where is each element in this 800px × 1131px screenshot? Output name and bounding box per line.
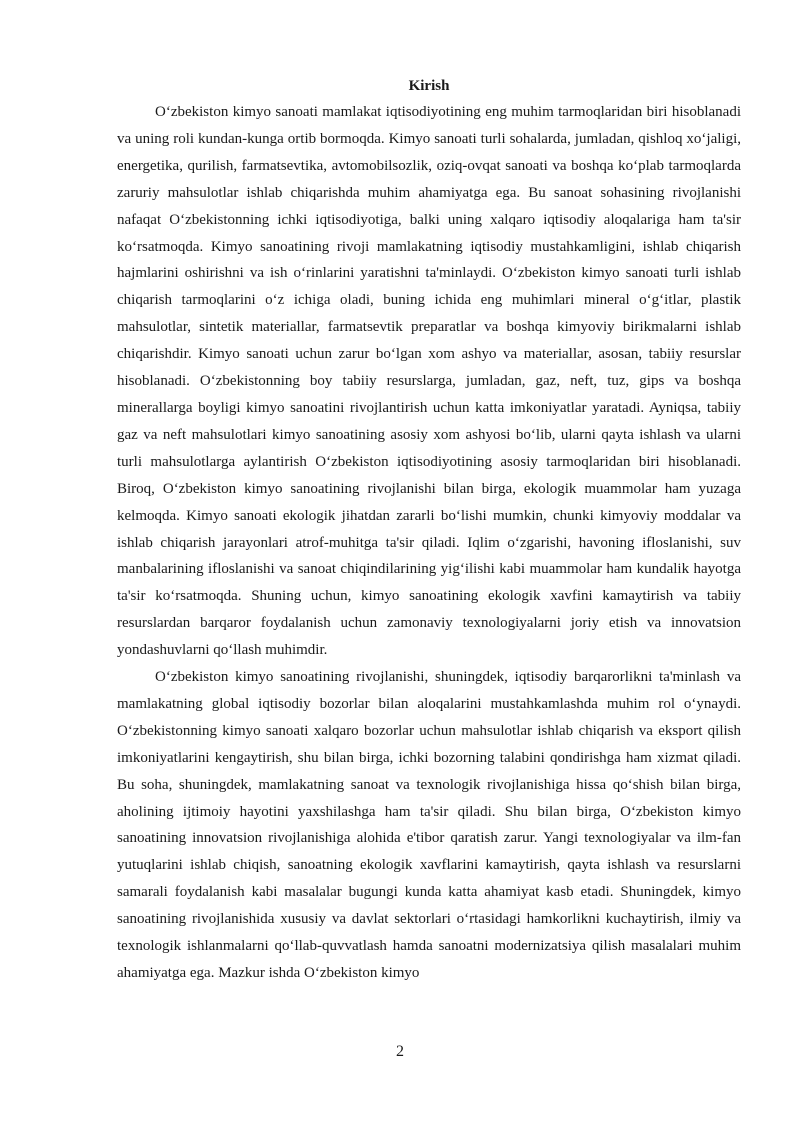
paragraph: O‘zbekiston kimyo sanoati mamlakat iqtisodiyotining eng muhim tarmoqlaridan biri hisoblanadi va uning roli kundan-kunga ortib bormoqda. Kimyo sanoati turli sohalarda, jumladan, qishloq xo‘jaligi, energetika, qurilish, farmatsevtika, avtomobilsozlik, oziq-ovqat sanoati va boshqa ko‘plab tarmoqlarda zaruriy mahsulotlar ishlab chiqarishda muhim ahamiyatga ega. Bu sanoat sohasining rivojlanishi nafaqat O‘zbekistonning ichki iqtisodiyotiga, balki uning xalqaro iqtisodiy aloqalariga ham ta'sir ko‘rsatmoqda. Kimyo sanoatining rivoji mamlakatning iqtisodiy mustahkamligini, ishlab chiqarish hajmlarini oshirishni va ish o‘rinlarini yaratishni ta'minlaydi. O‘zbekiston kimyo sanoati turli ishlab chiqarish tarmoqlarini o‘z ichiga oladi, buning ichida eng muhimlari mineral o‘g‘itlar, plastik mahsulotlar, sintetik materiallar, farmatsevtik preparatlar va boshqa kimyoviy birikmalarni ishlab chiqarishdir. Kimyo sanoati uchun zarur bo‘lgan xom ashyo va materiallar, asosan, tabiiy resurslar hisoblanadi. O‘zbekistonning boy tabiiy resurslarga, jumladan, gaz, neft, tuz, gips va boshqa minerallarga boyligi kimyo sanoatini rivojlantirish uchun katta imkoniyatlar yaratadi. Ayniqsa, tabiiy gaz va neft mahsulotlari kimyo sanoatining asosiy xom ashyosi bo‘lib, ularni qayta ishlash va ularni turli mahsulotlarga aylantirish O‘zbekiston iqtisodiyotining asosiy tarmoqlaridan biri hisoblanadi. Biroq, O‘zbekiston kimyo sanoatining rivojlanishi bilan birga, ekologik muammolar ham yuzaga kelmoqda. Kimyo sanoati ekologik jihatdan zararli bo‘lishi mumkin, chunki kimyoviy moddalar va ishlab chiqarish jarayonlari atrof-muhitga ta'sir qiladi. Iqlim o‘zgarishi, havoning ifloslanishi, suv manbalarining ifloslanishi va sanoat chiqindilarining yig‘ilishi kabi muammolar ham kundalik hayotga ta'sir ko‘rsatmoqda. Shuning uchun, kimyo sanoatining ekologik xavfini kamaytirish va tabiiy resurslardan barqaror foydalanish uchun zamonaviy texnologiyalarni joriy etish va innovatsion yondashuvlarni qo‘llash muhimdir.	[117, 104, 741, 659]
page-number: 2	[396, 1043, 404, 1060]
page-body	[117, 74, 741, 987]
section-title: Kirish	[408, 78, 450, 94]
paragraph: O‘zbekiston kimyo sanoatining rivojlanishi, shuningdek, iqtisodiy barqarorlikni ta'minlash va mamlakatning global iqtisodiy bozorlar bilan aloqalarini mustahkamlashda muhim rol o‘ynaydi. O‘zbekistonning kimyo sanoati xalqaro bozorlar uchun mahsulotlar ishlab chiqarish va eksport qilish imkoniyatlarini kengaytirish, shu bilan birga, ichki bozorning talabini qondirishga ham xizmat qiladi. Bu soha, shuningdek, mamlakatning sanoat va texnologik rivojlanishiga hissa qo‘shish bilan birga, aholining ijtimoiy hayotini yaxshilashga ham ta'sir qiladi. Shu bilan birga, O‘zbekiston kimyo sanoatining innovatsion rivojlanishiga alohida e'tibor qaratish zarur. Yangi texnologiyalar va ilm-fan yutuqlarini ishlab chiqish, sanoatning ekologik xavflarini kamaytirish, qayta ishlash va resurslarni samarali foydalanish kabi masalalar bugungi kunda katta ahamiyat kasb etadi. Shuningdek, kimyo sanoatining rivojlanishida xususiy va davlat sektorlari o‘rtasidagi hamkorlikni kuchaytirish, ilmiy va texnologik ishlanmalarni qo‘llab-quvvatlash hamda sanoatni modernizatsiya qilish masalalari muhim ahamiyatga ega. Mazkur ishda O‘zbekiston kimyo	[117, 669, 741, 981]
